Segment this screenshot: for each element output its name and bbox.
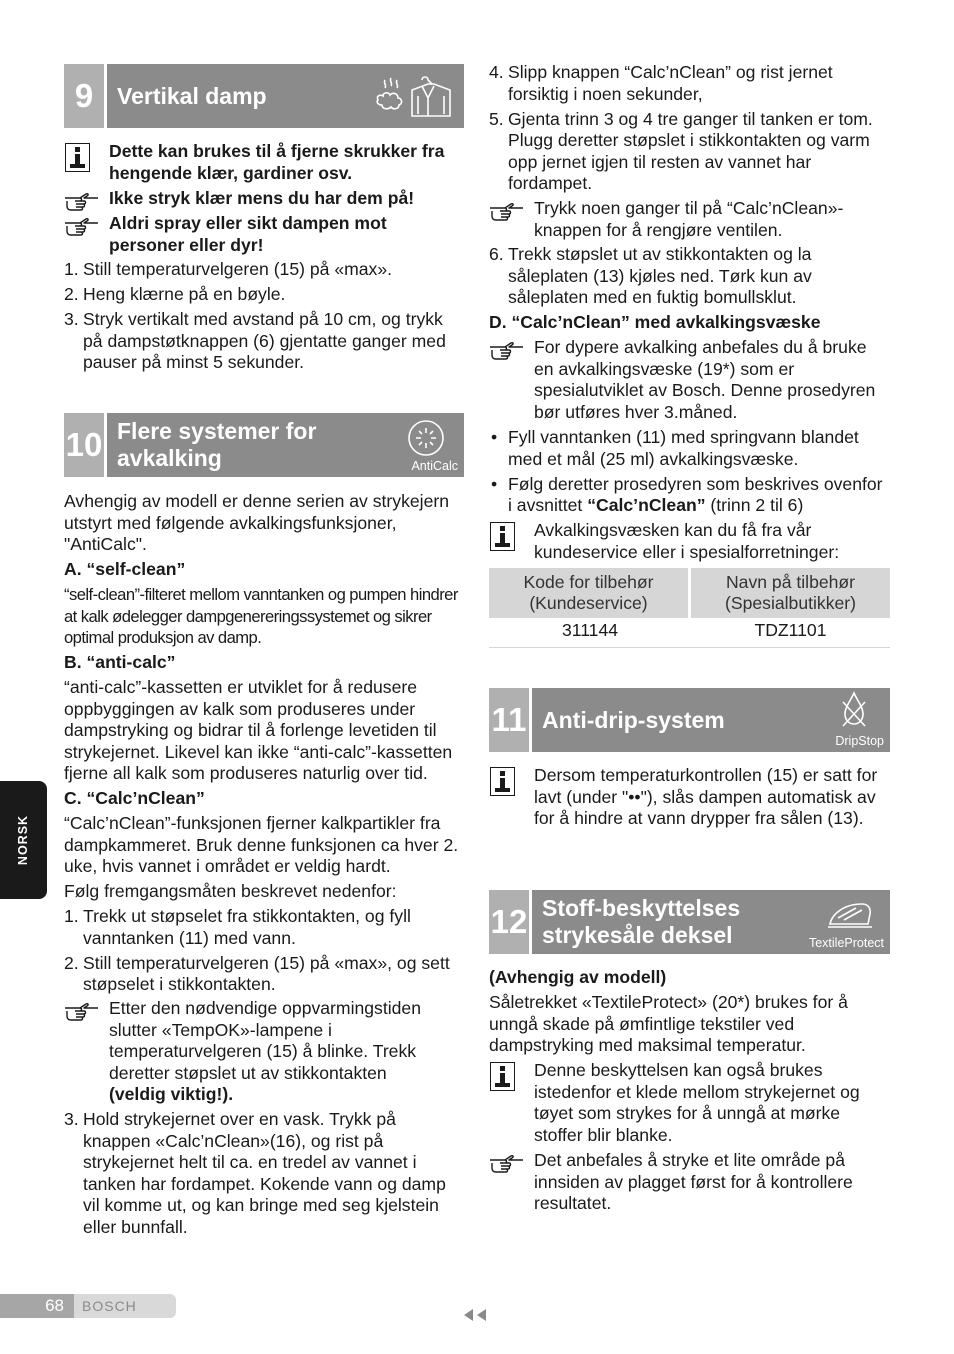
- section-10-note-d: Avkalkingsvæsken kan du få fra vår kundeservice eller i spesialforretninger:: [489, 520, 890, 563]
- section-10-intro: Avhengig av modell er denne serien av strykejern utstyrt med følgende avkalkingsfunksjoner, "AntiCalc".: [64, 491, 450, 555]
- section-title: Stoff-beskyttelses strykesåle deksel: [542, 895, 741, 948]
- previous-page-icon[interactable]: [462, 1307, 490, 1323]
- list-item: • Fyll vanntanken (11) med springvann blandet med et mål (25 ml) avkalkingsvæske.: [491, 427, 859, 469]
- section-10-tip-2: Trykk noen ganger til på “Calc’nClean»- knappen for å rengjøre ventilen.: [489, 198, 890, 241]
- section-10-step-3: [64, 1109, 464, 1239]
- subheading-a: A. “self-clean”: [64, 559, 186, 579]
- pointing-hand-icon: [489, 1154, 525, 1174]
- section-9-note: Dette kan brukes til å fjerne skrukker fra hengende klær, gardiner osv.: [64, 141, 464, 184]
- section-10-tip-d: For dypere avkalking anbefales du å bruke en avkalkingsvæske (19*) som er spesialutviklet av Bosch. Denne prosedyren bør utføres hver 3.måned.: [489, 337, 890, 423]
- paragraph-c: “Calc’nClean”-funksjonen fjerner kalkpartikler fra dampkammeret. Bruk denne funksjonen ca hver 2. uke, hvis vannet i området er veldig hardt.: [64, 813, 459, 877]
- section-number: 10: [64, 413, 104, 477]
- list-item: 1. Trekk ut støpselet fra stikkontakten, og fyll vanntanken (11) med vann.: [64, 906, 411, 948]
- section-9-tip-2: Aldri spray eller sikt dampen mot personer eller dyr!: [64, 213, 464, 256]
- model-note: (Avhengig av modell): [489, 967, 667, 987]
- list-item: 1. Still temperaturvelgeren (15) på «max».: [64, 259, 393, 279]
- pointing-hand-icon: [489, 202, 525, 222]
- section-10-tip: Etter den nødvendige oppvarmingstiden slutter «TempOK»-lampene i temperaturvelgeren (15) å blinke. Trekk deretter støpslet ut av stikkontakten (veldig viktig!).: [64, 998, 464, 1106]
- paragraph-a: “self-clean”-filteret mellom vanntanken og pumpen hindrer at kalk ødelegger dampgenereringssystemet og sikrer optimal produksjon av damp.: [64, 585, 458, 648]
- list-item: 3. Stryk vertikalt med avstand på 10 cm, og trykk på dampstøtknappen (6) gjentatte ganger med pauser på minst 5 sekunder.: [64, 309, 446, 373]
- info-icon: [490, 522, 515, 551]
- section-12-tip: Det anbefales å stryke et lite område på innsiden av plagget først for å kontrollere resultatet.: [489, 1150, 890, 1215]
- language-tab: [0, 781, 47, 899]
- section-title: Anti-drip-system: [542, 706, 725, 733]
- subheading-c: C. “Calc’nClean”: [64, 788, 205, 808]
- section-9-header: [64, 64, 464, 128]
- list-item: 4. Slipp knappen “Calc’nClean” og rist jernet forsiktig i noen sekunder,: [489, 62, 833, 104]
- section-10-step-6: [489, 244, 890, 309]
- section-11-header: [489, 688, 890, 752]
- info-icon: [490, 767, 515, 796]
- table-row: [489, 618, 890, 648]
- section-10-header: [64, 413, 464, 477]
- pointing-hand-icon: [64, 1002, 100, 1022]
- section-12-intro: Såletrekket «TextileProtect» (20*) brukes for å unngå skade på ømfintlige tekstiler ved dampstryking med maksimal temperatur.: [489, 992, 848, 1056]
- paragraph-b: “anti-calc”-kassetten er utviklet for å redusere oppbyggingen av kalk som produseres under dampstryking og bidrar til å forlenge levetiden til strykejernet. Likevel kan ikke “anti-calc”-kassetten fjerne all kalk som produseres naturlig over tid.: [64, 677, 453, 784]
- anticalc-icon: AntiCalc: [364, 413, 464, 477]
- subheading-d: D. “Calc’nClean” med avkalkingsvæske: [489, 312, 821, 332]
- brand-name: BOSCH: [82, 1298, 137, 1314]
- table-cell: TDZ1101: [754, 620, 827, 640]
- section-12-header: [489, 890, 890, 954]
- section-title: Flere systemer for avkalking: [117, 418, 317, 471]
- section-9-tip-1: Ikke stryk klær mens du har dem på!: [64, 188, 464, 210]
- table-header-cell: Navn på tilbehør (Spesialbutikker): [691, 568, 890, 618]
- table-cell: 311144: [561, 620, 619, 640]
- page-number: 68: [0, 1294, 74, 1318]
- dripstop-icon: DripStop: [790, 688, 890, 752]
- section-10-bullets: [489, 427, 890, 517]
- subheading-b: B. “anti-calc”: [64, 652, 176, 672]
- footer: [0, 1294, 176, 1318]
- section-12-note: Denne beskyttelsen kan også brukes istedenfor et klede mellom strykejernet og tøyet som strykes for å unngå at mørke stoffer blir blanke.: [489, 1060, 890, 1146]
- section-10-steps-continued: [489, 62, 890, 195]
- section-9-steps: [64, 259, 464, 374]
- accessory-table: [489, 568, 890, 648]
- pointing-hand-icon: [489, 341, 525, 361]
- info-icon: [65, 143, 90, 172]
- info-icon: [490, 1062, 515, 1091]
- list-item: 3. Hold strykejernet over en vask. Trykk på knappen «Calc’nClean»(16), og rist på strykejernet helt til ca. en tredel av vannet i tanken har fordampet. Kokende vann og damp vil komme ut, og kan bringe med seg kjelstein eller bunnfall.: [64, 1109, 446, 1237]
- list-item: 2. Heng klærne på en bøyle.: [64, 284, 286, 305]
- steam-garment-icon: [364, 64, 464, 128]
- list-item: • Følg deretter prosedyren som beskrives ovenfor i avsnittet “Calc’nClean” (trinn 2 til 6): [491, 473, 883, 516]
- section-10-steps: [64, 906, 464, 996]
- language-label: NORSK: [15, 814, 30, 866]
- table-header: [489, 568, 890, 618]
- section-number: 11: [489, 688, 529, 752]
- list-item: 2. Still temperaturvelgeren (15) på «max», og sett støpselet i stikkontakten.: [64, 952, 450, 995]
- list-item: 5. Gjenta trinn 3 og 4 tre ganger til tanken er tom. Plugg deretter støpslet i stikkontakten og varm opp jernet igjen til resten av vannet har fordampet.: [489, 108, 873, 194]
- textileprotect-icon: TextileProtect: [790, 890, 890, 954]
- pointing-hand-icon: [64, 192, 100, 212]
- table-header-cell: Kode for tilbehør (Kundeservice): [489, 568, 688, 618]
- section-number: 9: [64, 64, 104, 128]
- section-11-note: Dersom temperaturkontrollen (15) er satt for lavt (under "••"), slås dampen automatisk av for å hindre at vann drypper fra sålen (13).: [489, 765, 890, 830]
- paragraph-c-follow: Følg fremgangsmåten beskrevet nedenfor:: [64, 881, 397, 901]
- section-title: Vertikal damp: [117, 82, 267, 109]
- list-item: 6. Trekk støpslet ut av stikkontakten og la såleplaten (13) kjøles ned. Tørk kun av såleplaten med en fuktig bomullsklut.: [489, 244, 812, 308]
- pointing-hand-icon: [64, 217, 100, 237]
- section-number: 12: [489, 890, 529, 954]
